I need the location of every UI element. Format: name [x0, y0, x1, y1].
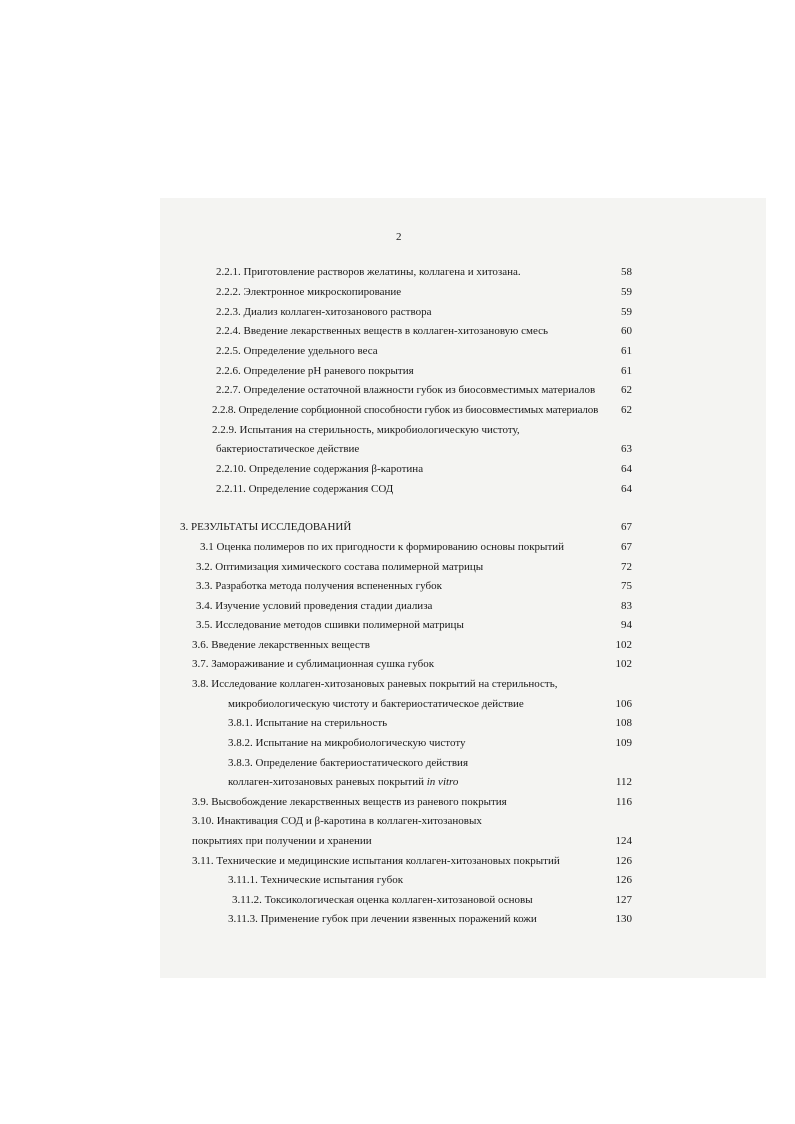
toc-entry-text: 3.2. Оптимизация химического состава полимерной матрицы — [196, 561, 484, 573]
toc-entry-text: 2.2.7. Определение остаточной влажности губок из биосовместимых материалов — [216, 384, 596, 396]
toc-entry-text: 3.10. Инактивация СОД и β-каротина в коллаген-хитозановых — [192, 815, 482, 827]
toc-entry-page: 61 — [621, 365, 632, 377]
toc-entry-page: 63 — [621, 443, 632, 455]
toc-entry-text: 2.2.6. Определение pH раневого покрытия — [216, 365, 414, 377]
toc-entry-page: 116 — [615, 796, 632, 808]
toc-entry-page: 64 — [621, 483, 632, 495]
toc-entry-text: 3.11.2. Токсикологическая оценка коллаген-хитозановой основы — [232, 894, 533, 906]
toc-entry-text: 2.2.3. Диализ коллаген-хитозанового раствора — [216, 306, 432, 318]
toc-entry-page: 126 — [615, 855, 632, 867]
toc-entry-text: 3.9. Высвобождение лекарственных веществ из раневого покрытия — [192, 796, 507, 808]
toc-entry-text: 2.2.9. Испытания на стерильность, микробиологическую чистоту, — [212, 424, 520, 436]
toc-section-heading: 3. РЕЗУЛЬТАТЫ ИССЛЕДОВАНИЙ — [180, 521, 352, 533]
toc-entry-text — [228, 776, 458, 789]
toc-entry-text: 3.8.2. Испытание на микробиологическую чистоту — [228, 737, 466, 749]
toc-entry-page: 126 — [615, 874, 632, 886]
toc-entry-page: 106 — [615, 698, 632, 710]
toc-entry-page: 83 — [621, 600, 632, 612]
toc-entry-page: 62 — [621, 384, 632, 396]
toc-entry-text-main: коллаген-хитозановых раневых покрытий — [228, 776, 424, 788]
toc-entry-page: 102 — [615, 639, 632, 651]
toc-entry-text: покрытиях при получении и хранении — [192, 835, 372, 847]
toc-entry-text: 3.11. Технические и медицинские испытания коллаген-хитозановых покрытий — [192, 855, 560, 867]
toc-entry-page: 127 — [615, 894, 632, 906]
toc-entry-text: 3.8. Исследование коллаген-хитозановых раневых покрытий на стерильность, — [192, 678, 558, 690]
toc-entry-text: 3.8.3. Определение бактериостатического действия — [228, 757, 469, 769]
toc-entry-page: 60 — [621, 325, 632, 337]
toc-entry-text: 3.4. Изучение условий проведения стадии диализа — [196, 600, 433, 612]
toc-entry-page: 59 — [621, 306, 632, 318]
toc-entry-text: 3.11.3. Применение губок при лечении язвенных поражений кожи — [228, 913, 537, 925]
toc-entry-page: 61 — [621, 345, 632, 357]
toc-entry-text: 3.1 Оценка полимеров по их пригодности к формированию основы покрытий — [200, 541, 565, 553]
toc-entry-text: 2.2.1. Приготовление растворов желатины, коллагена и хитозана. — [216, 266, 521, 278]
toc-entry-text: 2.2.4. Введение лекарственных веществ в коллаген-хитозановую смесь — [216, 325, 548, 337]
page-number: 2 — [396, 231, 402, 243]
toc-entry-text: 2.2.10. Определение содержания β-каротина — [216, 463, 424, 475]
toc-entry-page: 108 — [615, 717, 632, 729]
toc-entry-page: 72 — [621, 561, 632, 573]
toc-entry-text: 3.8.1. Испытание на стерильность — [228, 717, 388, 729]
toc-entry-page: 130 — [615, 913, 632, 925]
toc-entry-text: 2.2.5. Определение удельного веса — [216, 345, 378, 357]
toc-entry-text: 2.2.8. Определение сорбционной способности губок из биосовместимых материалов — [212, 404, 599, 416]
toc-entry-page: 67 — [621, 521, 632, 533]
toc-entry-text: 3.3. Разработка метода получения вспененных губок — [196, 580, 442, 592]
toc-entry-text: 3.7. Замораживание и сублимационная сушка губок — [192, 658, 435, 670]
toc-entry-text: бактериостатическое действие — [216, 443, 360, 455]
toc-entry-page: 58 — [621, 266, 632, 278]
toc-entry-text: 2.2.11. Определение содержания СОД — [216, 483, 394, 495]
toc-entry-page: 59 — [621, 286, 632, 298]
toc-entry-text: 3.5. Исследование методов сшивки полимерной матрицы — [196, 619, 464, 631]
toc-entry-page: 112 — [615, 776, 632, 788]
toc-entry-page: 102 — [615, 658, 632, 670]
toc-entry-page: 94 — [621, 619, 632, 631]
toc-entry-page: 75 — [621, 580, 632, 592]
toc-entry-page: 62 — [621, 404, 632, 416]
toc-entry-page: 124 — [615, 835, 632, 847]
toc-entry-page: 109 — [615, 737, 632, 749]
toc-entry-page: 64 — [621, 463, 632, 475]
toc-entry-text-italic: in vitro — [426, 776, 459, 788]
toc-entry-text: 3.6. Введение лекарственных веществ — [192, 639, 370, 651]
toc-entry-text: 3.11.1. Технические испытания губок — [228, 874, 404, 886]
toc-entry-text: микробиологическую чистоту и бактериостатическое действие — [228, 698, 524, 710]
toc-entry-text: 2.2.2. Электронное микроскопирование — [216, 286, 402, 298]
toc-entry-page: 67 — [621, 541, 632, 553]
